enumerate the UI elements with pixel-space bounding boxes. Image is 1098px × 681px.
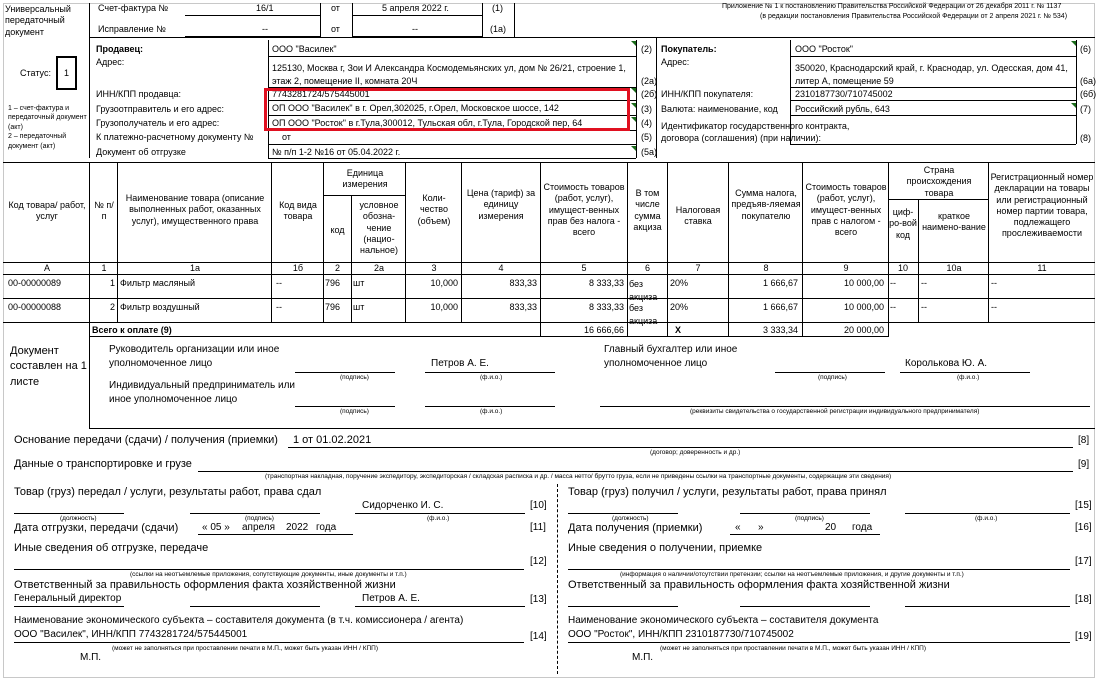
total-cost: 16 666,66 (583, 325, 624, 335)
th-price: Цена (тариф) за единицу измерения (466, 188, 536, 221)
th-excise: В том числе сумма акциза (633, 188, 662, 232)
seller-label: Продавец: (96, 44, 144, 54)
th-kind: Код вида товара (279, 200, 317, 222)
th-country: Страна происхождения товара (906, 165, 972, 198)
buyer-label: Покупатель: (661, 44, 717, 54)
highlight-box (264, 88, 630, 131)
receive-date-day[interactable]: « (735, 522, 741, 533)
buyer-name[interactable]: ООО "Росток" (795, 44, 853, 54)
seller-address[interactable]: 125130, Москва г, Зои И Александра Космодемьянских ул, дом № 26/21, строение 1, этаж 2, помещение II, комната 20Ч (272, 63, 626, 87)
ship-date-year[interactable]: 2022 (286, 522, 309, 533)
handed-name[interactable]: Сидорченко И. С. (362, 500, 444, 511)
buyer-address[interactable]: 350020, Краснодарский край, г. Краснодар, ул. Одесская, дом 41, литер А, помещение 59 (795, 63, 1068, 87)
appendix-line2: (в редакции постановления Правительства Российской Федерации от 2 апреля 2021 г. № 534) (760, 13, 1068, 20)
shipment-doc[interactable]: № п/п 1-2 №16 от 05.04.2022 г. (272, 147, 401, 157)
buyer-inn[interactable]: 2310187730/710745002 (795, 89, 893, 99)
seller-inn[interactable]: 7743281724/575445001 (272, 89, 370, 99)
correction-label: Исправление № (98, 24, 166, 34)
status-label: Статус: (20, 68, 51, 78)
ship-date-month[interactable]: апреля (242, 522, 276, 533)
resp-name[interactable]: Петров А. Е. (362, 593, 420, 604)
th-unit: Единица измерения (342, 168, 388, 190)
th-cost: Стоимость товаров (работ, услуг), имущест-венных прав без налога - всего (543, 182, 625, 237)
correction-number[interactable]: -- (262, 24, 268, 34)
invoice-label: Счет-фактура № (98, 3, 169, 13)
correction-date[interactable]: -- (412, 24, 418, 34)
ship-date-day[interactable]: « 05 » (202, 522, 230, 533)
consignee[interactable]: ОП ООО "Росток" в г.Тула,300012, Тульская обл, г.Тула, Городской пер, 64 (272, 118, 583, 128)
doc-type: Универсальный передаточный документ (5, 4, 71, 37)
th-qty: Коли-чество (объем) (417, 193, 451, 226)
table-row: 00-00000089 (8, 278, 62, 288)
shipper[interactable]: ОП ООО "Василек" в г. Орел,302025, г.Орел, Московское шоссе, 142 (272, 103, 559, 113)
table-row: 00-00000088 (8, 302, 62, 312)
status-value[interactable]: 1 (56, 56, 77, 90)
buyer-entity[interactable]: ООО "Росток", ИНН/КПП 2310187730/710745002 (568, 629, 794, 640)
head-name[interactable]: Петров А. Е. (431, 358, 489, 369)
th-tax: Сумма налога, предъяв-ляемая покупателю (731, 188, 801, 221)
th-reg: Регистрационный номер декларации на товары или регистрационный номер партии товара, подлежащего прослеживаемости (990, 172, 1094, 239)
th-total: Стоимость товаров (работ, услуг), имущест-венных прав с налогом - всего (805, 182, 887, 237)
appendix-line1: Приложение № 1 к постановлению Правительства Российской Федерации от 26 декабря 2011 г. № 1137 (722, 3, 1062, 10)
doc-pages: Документ составлен на 1 листе (10, 345, 87, 388)
currency[interactable]: Российский рубль, 643 (795, 104, 890, 114)
th-num: № п/п (94, 200, 114, 222)
total-label: Всего к оплате (9) (92, 325, 172, 335)
total-sum: 20 000,00 (843, 325, 884, 335)
basis[interactable]: 1 от 01.02.2021 (293, 434, 372, 446)
th-name: Наименование товара (описание выполненных работ, оказанных услуг), имущественного права (125, 193, 265, 226)
accountant-name[interactable]: Королькова Ю. А. (905, 358, 988, 369)
invoice-number[interactable]: 16/1 (256, 3, 274, 13)
receive-date-year[interactable]: 20 (825, 522, 837, 533)
resp-pos[interactable]: Генеральный директор (14, 593, 122, 604)
total-tax: 3 333,34 (762, 325, 798, 335)
status-note: 1 – счет-фактура и передаточный документ (акт) 2 – передаточный документ (акт) (8, 105, 87, 150)
th-code: Код товара/ работ, услуг (8, 200, 86, 222)
invoice-date[interactable]: 5 апреля 2022 г. (382, 3, 449, 13)
th-rate: Налоговая ставка (675, 205, 721, 227)
seller-name[interactable]: ООО "Василек" (272, 44, 337, 54)
seller-entity[interactable]: ООО "Василек", ИНН/КПП 7743281724/575445001 (14, 629, 248, 640)
